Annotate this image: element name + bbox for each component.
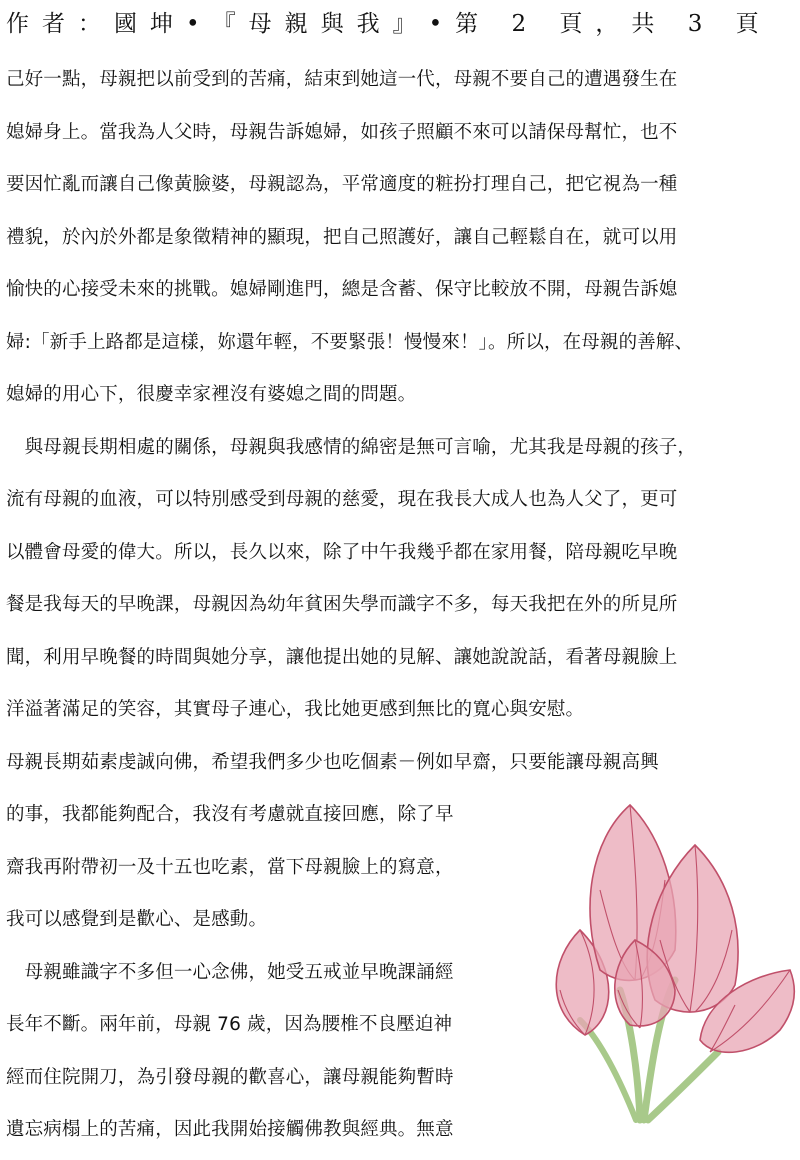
text-line: 媳婦身上。當我為人父時，母親告訴媳婦，如孩子照顧不來可以請保母幫忙，也不	[6, 121, 678, 143]
text-line: 愉快的心接受未來的挑戰。媳婦剛進門，總是含蓄、保守比較放不開，母親告訴媳	[6, 279, 678, 300]
text-line: 母親長期茹素虔誠向佛，希望我們多少也吃個素－例如早齋，只要能讓母親高興	[6, 751, 659, 773]
lotus-illustration	[540, 790, 800, 1130]
text-line: 流有母親的血液，可以特別感受到母親的慈愛，現在我長大成人也為人父了，更可	[6, 489, 678, 510]
text-line: 遺忘病榻上的苦痛，因此我開始接觸佛教與經典。無意	[6, 1119, 454, 1140]
text-line: 媳婦的用心下，很慶幸家裡沒有婆媳之間的問題。	[6, 384, 417, 405]
text-line: 經而住院開刀，為引發母親的歡喜心，讓母親能夠暫時	[6, 1066, 454, 1088]
text-line: 的事，我都能夠配合，我沒有考慮就直接回應，除了早	[6, 804, 454, 825]
text-line: 以體會母愛的偉大。所以，長久以來，除了中午我幾乎都在家用餐，陪母親吃早晚	[6, 541, 678, 563]
text-line: 洋溢著滿足的笑容，其實母子連心，我比她更感到無比的寬心與安慰。	[6, 699, 585, 720]
text-line: 餐是我每天的早晚課，母親因為幼年貧困失學而識字不多，每天我把在外的所見所	[6, 594, 678, 615]
text-line: 聞，利用早晚餐的時間與她分享，讓他提出她的見解、讓她說說話，看著母親臉上	[6, 646, 678, 668]
text-line: 長年不斷。兩年前，母親 76 歲，因為腰椎不良壓迫神	[6, 1014, 453, 1035]
page-header: 作者：國坤•『母親與我』•第 2 頁，共 3 頁	[6, 11, 772, 37]
text-line: 與母親長期相處的關係，母親與我感情的綿密是無可言喻，尤其我是母親的孩子，	[6, 436, 697, 458]
text-line: 禮貌，於內於外都是象徵精神的顯現，把自己照護好，讓自己輕鬆自在，就可以用	[6, 226, 678, 248]
text-line: 己好一點，母親把以前受到的苦痛，結束到她這一代，母親不要自己的遭遇發生在	[6, 69, 678, 90]
text-line: 婦:「新手上路都是這樣，妳還年輕，不要緊張！慢慢來！」。所以，在母親的善解、	[6, 331, 694, 353]
text-line: 我可以感覺到是歡心、是感動。	[6, 909, 268, 930]
text-line: 母親雖識字不多但一心念佛，她受五戒並早晚課誦經	[6, 961, 454, 983]
text-line: 要因忙亂而讓自己像黃臉婆，母親認為，平常適度的粧扮打理自己，把它視為一種	[6, 174, 678, 195]
text-line: 齋我再附帶初一及十五也吃素，當下母親臉上的寫意，	[6, 856, 454, 878]
